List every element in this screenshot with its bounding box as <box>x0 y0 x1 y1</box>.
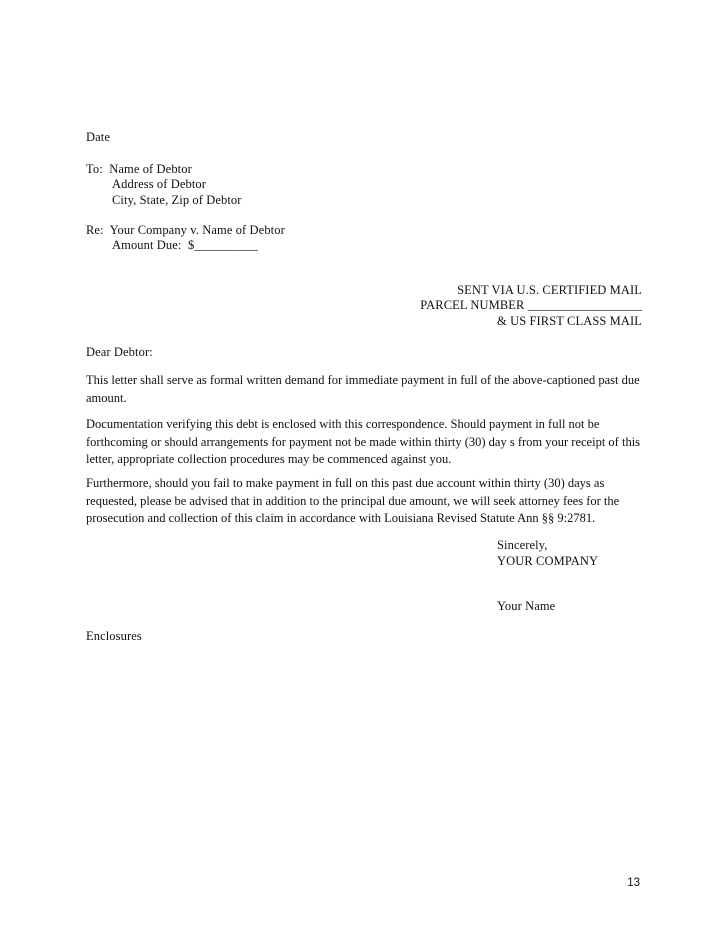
paragraph-attorney-fees: Furthermore, should you fail to make payment in full on this past due account within thirty (30) days as requested, please be advised that in addition to the principal due amount, we will seek attorney fees for the prosecution and collection of this claim in accordance with Louisiana Revised Statute Ann §§ 9:2781. <box>86 476 620 525</box>
paragraph-documentation: Documentation verifying this debt is enclosed with this correspondence. Should payment in full not be forthcoming or should arrangements for payment not be made within thirty (30) day s from your receipt of this letter, appropriate collection procedures may be commenced against you. <box>86 417 641 466</box>
to-line-debtor-address: Address of Debtor <box>112 177 207 191</box>
delivery-parcel-number: PARCEL NUMBER __________________ <box>420 298 642 312</box>
re-line-case: Re: Your Company v. Name of Debtor <box>86 223 285 237</box>
date-label: Date <box>86 130 110 144</box>
to-line-debtor-name: To: Name of Debtor <box>86 162 192 176</box>
delivery-first-class-mail: & US FIRST CLASS MAIL <box>497 314 642 328</box>
paragraph-demand: This letter shall serve as formal written demand for immediate payment in full of the above-captioned past due amount. <box>86 373 640 405</box>
delivery-certified-mail: SENT VIA U.S. CERTIFIED MAIL <box>457 283 642 297</box>
page-number: 13 <box>627 877 640 889</box>
closing-valediction: Sincerely, <box>497 538 548 552</box>
salutation: Dear Debtor: <box>86 345 153 359</box>
re-line-amount-due: Amount Due: $__________ <box>112 238 258 252</box>
to-line-debtor-city: City, State, Zip of Debtor <box>112 193 242 207</box>
closing-signer-name: Your Name <box>497 599 556 613</box>
enclosures-label: Enclosures <box>86 629 142 643</box>
closing-company: YOUR COMPANY <box>497 554 599 568</box>
